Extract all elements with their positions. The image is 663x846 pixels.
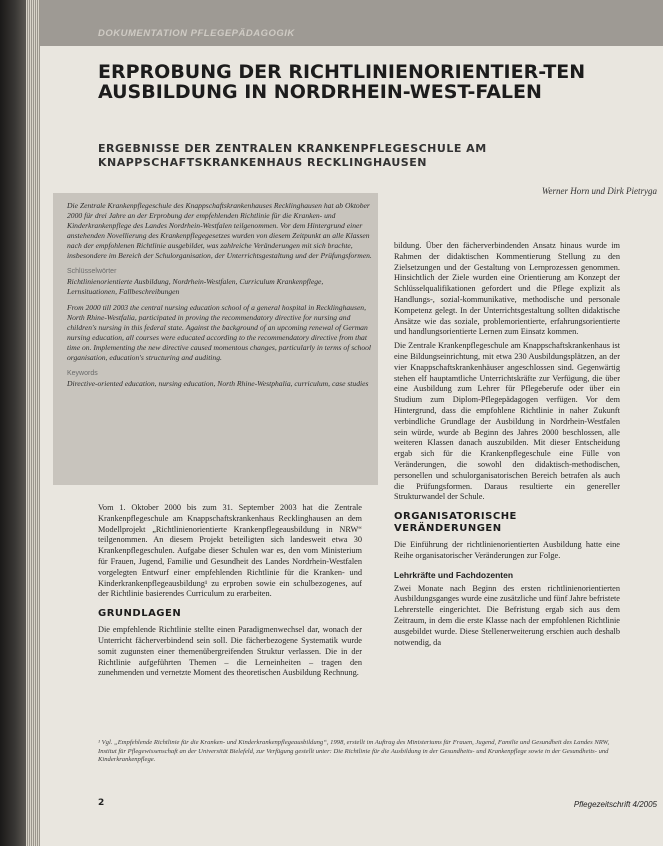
page-number: 2 [98,798,105,808]
keywords-english: Directive-oriented education, nursing education, North Rhine-Westphalia, curriculum, case studies [67,379,369,388]
body-paragraph: Die Zentrale Krankenpflegeschule am Knappschaftskrankenhaus ist eine Bildungseinrichtung, mit etwa 230 Ausbildungsplätzen, an der vier Knappschaftskrankenhäuser angeschlossen sind. Gegenwärtig stehen elf hauptamtliche Unterrichtskräfte zur Verfügung, die über eine Ausbildung zum Lehrer für Pflegeberufe oder über ein Studium zum Diplom-Pflegepädagogen verfügen. Vor dem Hintergrund, dass die empfohlene Richtlinie in naher Zukunft verbindliche Grundlage der Ausbildung in Nordrhein-Westfalen sein würde, wurde ab Beginn des Jahres 2000 beschlossen, alle weiteren Klassen danach auszubilden. Mit dieser Entscheidung ergab sich für die Krankenpflegeschule eine Fülle von Veränderungen, die sowohl den didaktisch-methodischen, personellen und schulorganisatorischen Bereich betrafen als auch die Prüfungsformen. Daraus resultierte ein genereller Strukturwandel der Schule. [394,341,620,502]
keywords-label-en: Keywords [67,370,98,377]
heading-grundlagen: GRUNDLAGEN [98,608,182,620]
section-label: DOKUMENTATION PFLEGEPÄDAGOGIK [98,28,295,39]
footnote: ¹ Vgl. „Empfehlende Richtlinie für die Kranken- und Kinderkrankenpflegeausbildung“, 1998, erstellt im Auftrag des Ministeriums für Frauen, Jugend, Familie und Gesundheit des Landes NRW, Institut für Pflegewissenschaft an der Universität Bielefeld, zur Verfügung gestellt unter: Die Richtlinie für die Ausbildung in der Gesundheits- und Krankenpflege sowie in der Gesundheits- und Kinderkrankenpflege. [98,739,610,764]
abstract-english: From 2000 till 2003 the central nursing education school of a general hospital in Recklinghausen, North Rhine-Westfalia, participated in proving the recommendatory directive for nursing and children's nursing in this federal state. Against the background of an upcoming renewal of German nursing education, all courses were educated according to the recommendatory directive from that time on. Implementing the new directive caused momentous changes, particularly in terms of school organisation, education's structuring and auditing. [67,303,372,362]
abstract-german: Die Zentrale Krankenpflegeschule des Knappschaftskrankenhauses Recklinghausen hat ab Oktober 2000 für drei Jahre an der Erprobung der empfehlenden Richtlinie für die Kranken- und Kinderkrankenpflege des Landes Nordrhein-Westfalen teilgenommen. Vor dem Hintergrund einer anstehenden Novellierung des Krankenpflegegesetzes wurden von diesem Zeitpunkt an alle Klassen nach der empfohlenen Richtlinie ausgebildet, was zahlreiche Veränderungen mit sich brachte, insbesondere im Bereich der Schulorganisation, der Unterrichtsgestaltung und der Prüfungsformen. [67,201,372,260]
article-title: ERPROBUNG DER RICHTLINIENORIENTIER-TEN AUSBILDUNG IN NORDRHEIN-WEST-FALEN [98,61,586,103]
journal-name: Pflegezeitschrift 4/2005 [573,800,657,809]
body-paragraph: Die Einführung der richtlinienorientierten Ausbildung hatte eine Reihe organisatorischer Veränderungen zur Folge. [394,540,620,560]
page-stack-edge [26,0,40,846]
body-paragraph: Zwei Monate nach Beginn des ersten richtlinienorientierten Ausbildungsganges wurde eine zusätzliche und fünf Jahre befristete Lehrerstelle eingerichtet. Die Befristung ergab sich aus dem Zeitraum, in dem die erste Klasse nach der empfohlenen Richtlinie ausgebildet wurde. Diese Stellenerweiterung erschien auch deshalb notwendig, da [394,583,620,647]
subheading-lehrkraefte: Lehrkräfte und Fachdozenten [394,569,514,580]
body-paragraph: bildung. Über den fächerverbindenden Ansatz hinaus wurde im Rahmen der didaktischen Kommentierung Stellung zu den Zielsetzungen und der Gestaltung von Lernprozessen genommen. Hinsichtlich der Ziele wurden eine Orientierung am Konzept der Schlüsselqualifikationen gefordert und die Pflege explizit als Handlungs-, sozial-kommunikative, methodische und personale Kompetenz gelegt. In der Unterrichtsgestaltung sollten didaktische Ansätze wie das soziale, problemorientierte, erfahrungsorientierte und handlungsorientierte Lernen zum Einsatz kommen. [394,241,620,337]
abstract-box [53,193,378,485]
keywords-label-de: Schlüsselwörter [67,268,117,275]
left-column [98,503,362,682]
article-subtitle: ERGEBNISSE DER ZENTRALEN KRANKENPFLEGESCHULE AM KNAPPSCHAFTSKRANKENHAUS RECKLINGHAUSEN [98,142,487,169]
header-band [40,0,663,46]
right-column [394,241,620,651]
heading-organisatorische: ORGANISATORISCHE VERÄNDERUNGEN [394,511,517,535]
body-paragraph: Die empfehlende Richtlinie stellte einen Paradigmenwechsel dar, wonach der Unterricht fächerverbindend sein soll. Die fächerbezogene Systematik wurde somit zugunsten einer themenübergreifenden Struktur verlassen. Die in der Richtlinie aufgeführten Themen – die Lerneinheiten – tragen den zunehmenden und vernetzte Moment des theoretischen Ausbildung Rechnung. [98,625,362,678]
author-line: Werner Horn und Dirk Pietryga [541,186,657,196]
keywords-german: Richtlinienorientierte Ausbildung, Nordrhein-Westfalen, Curriculum Krankenpflege, Lernsituationen, Fallbeschreibungen [67,277,324,296]
body-paragraph: Vom 1. Oktober 2000 bis zum 31. September 2003 hat die Zentrale Krankenpflegeschule am Knappschaftskrankenhaus Recklinghausen an dem Modellprojekt „Richtlinienorientierte Krankenpflegeausbildung in NRW“ teilgenommen. An diesem Projekt beteiligten sich landesweit etwa 30 Krankenpflegeschulen. Aufgabe dieser Schulen war es, den vom Ministerium für Frauen, Jugend, Familie und Gesundheit des Landes Nordrhein-Westfalen vorgelegten Entwurf einer empfehlenden Richtlinie für die Kranken- und Kinderkrankenpflegeausbildung¹ zu erproben sowie ein schulbezogenes, auf der Richtlinie basierendes Curriculum zu erarbeiten. [98,503,362,599]
